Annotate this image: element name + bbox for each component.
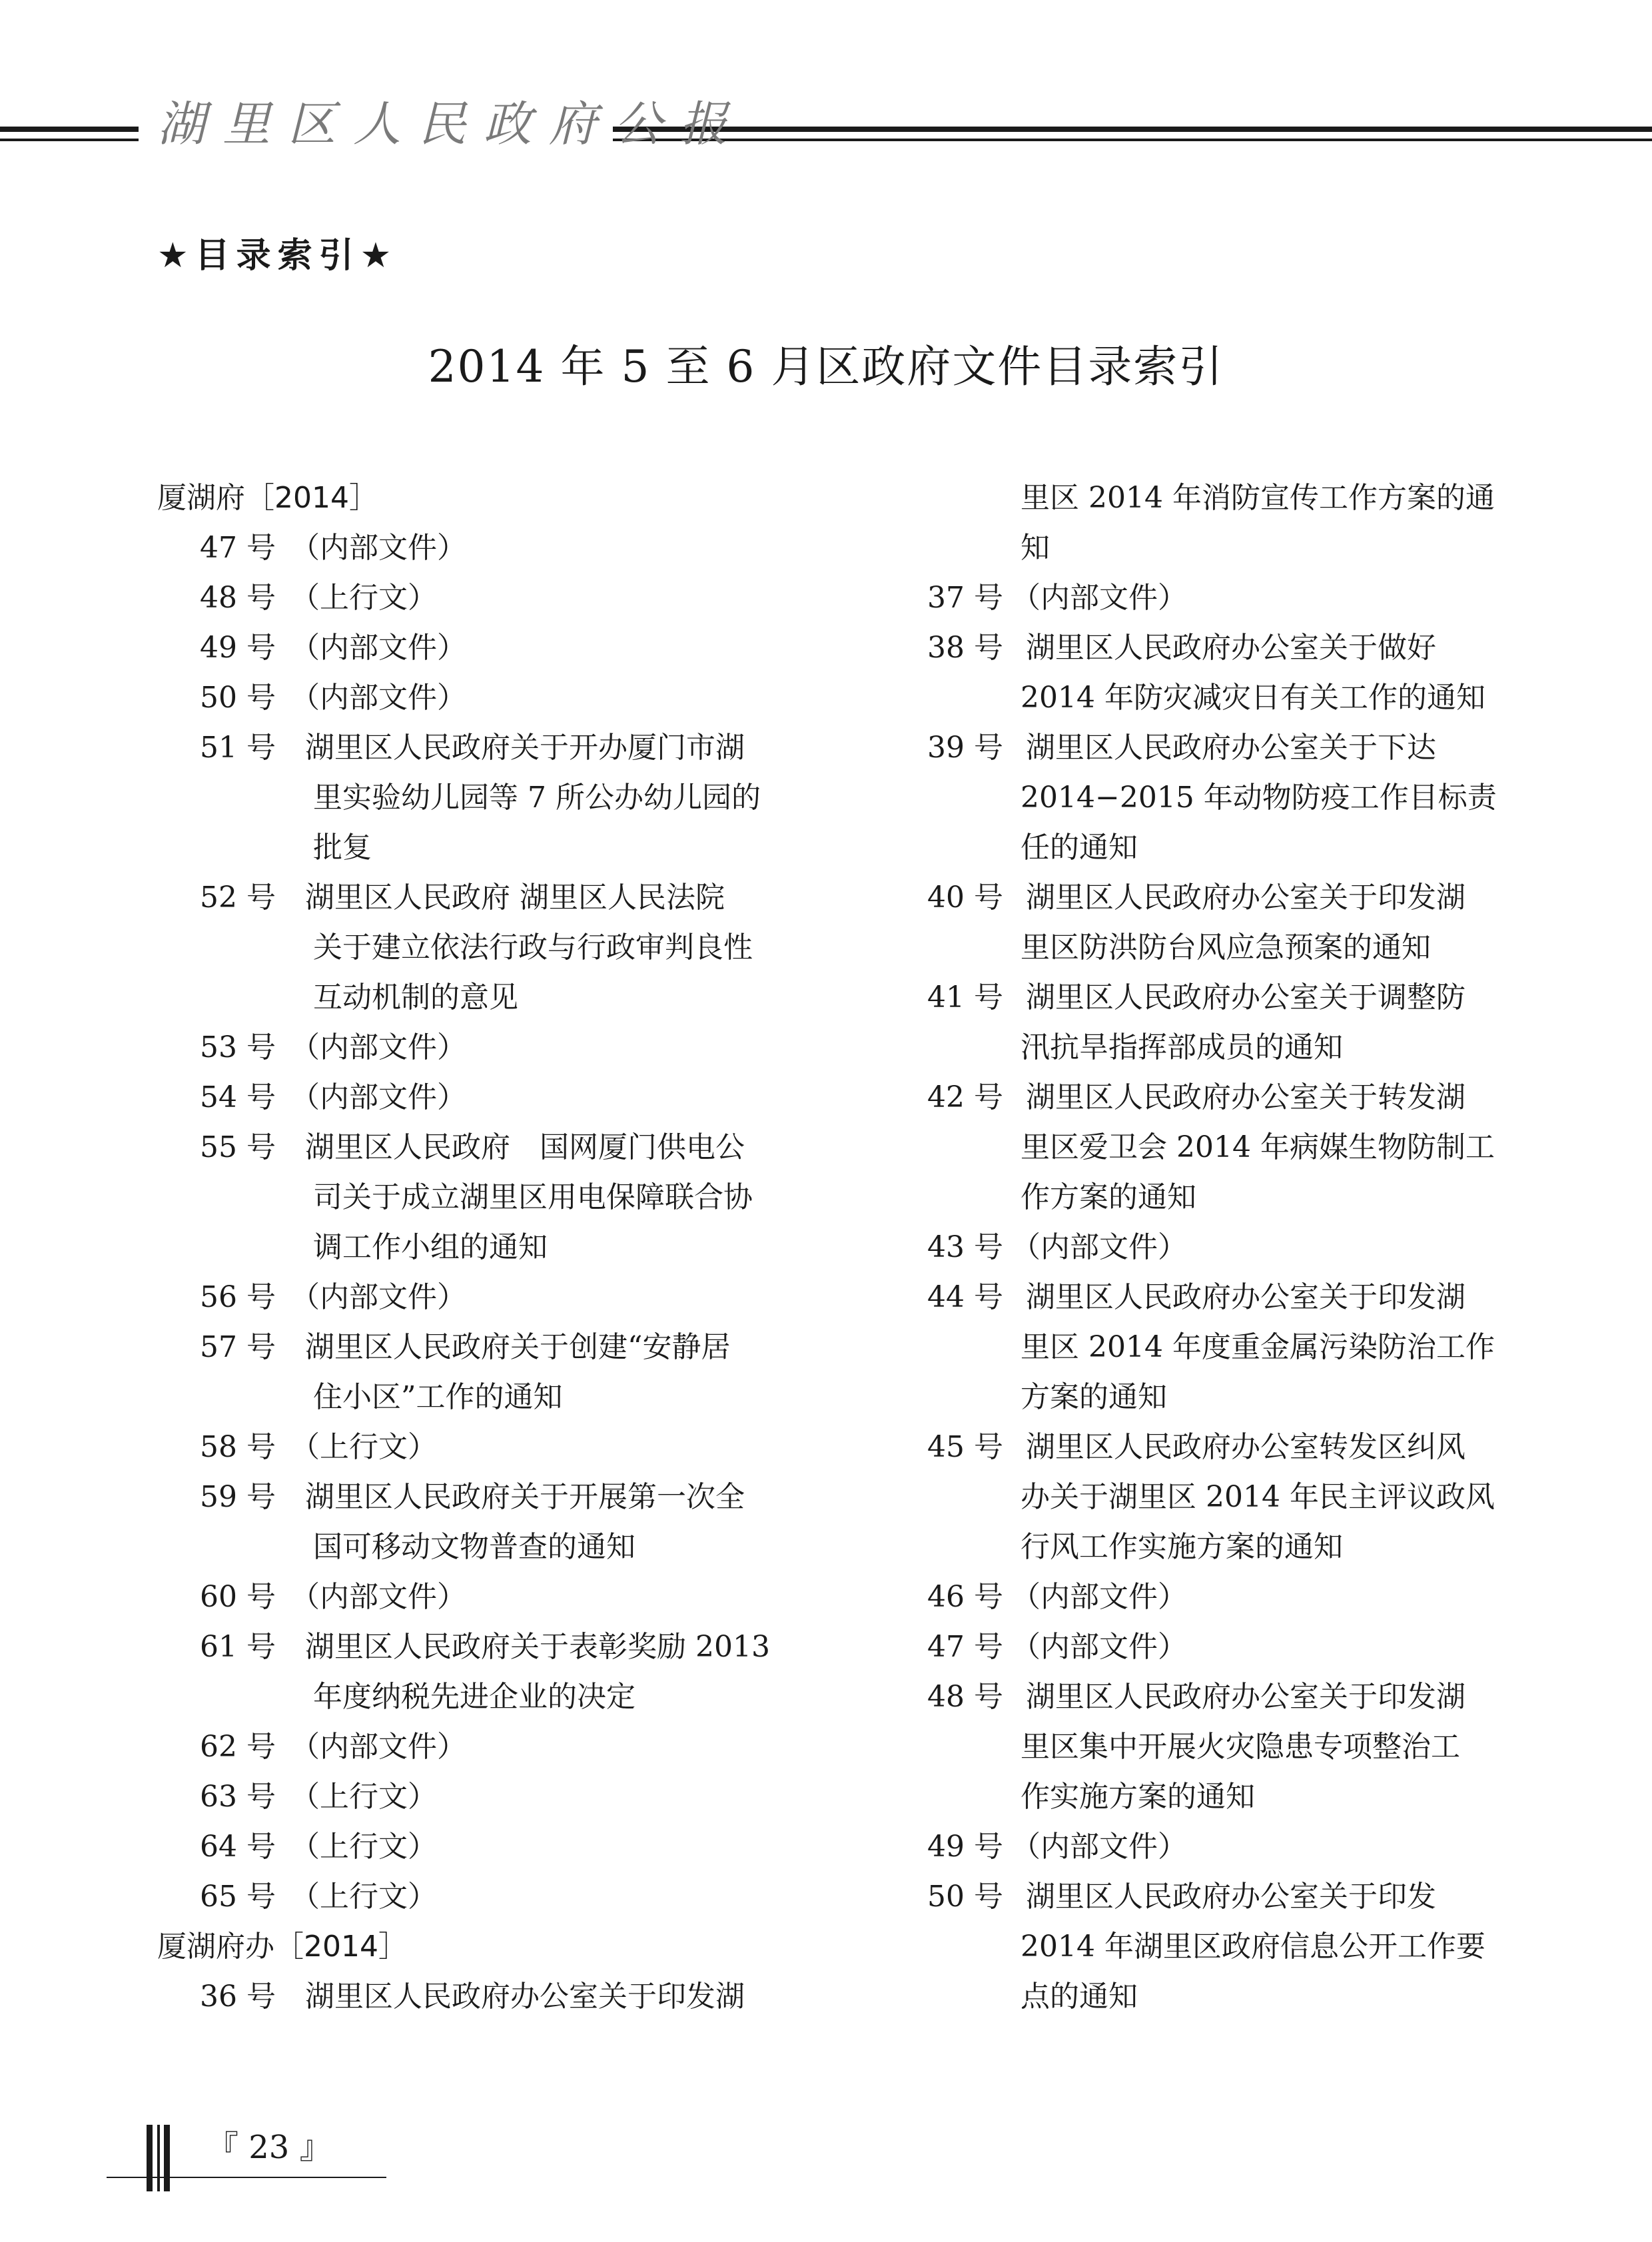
doc-number: 40 号 xyxy=(927,881,1003,915)
doc-number: 49 号 xyxy=(927,1830,1003,1864)
doc-title-line: 作实施方案的通知 xyxy=(1021,1780,1255,1814)
list-item xyxy=(157,1872,797,1922)
doc-number: 56 号 xyxy=(200,1280,276,1314)
doc-title-line: 2014−2015 年动物防疫工作目标责 xyxy=(1021,781,1497,815)
doc-title-line: 里区 2014 年度重金属污染防治工作 xyxy=(1021,1330,1495,1364)
doc-title-line: 国可移动文物普查的通知 xyxy=(313,1530,635,1564)
doc-number: 38 号 xyxy=(927,631,1003,665)
doc-number: 62 号 xyxy=(200,1730,276,1764)
doc-title: 湖里区人民政府办公室关于印发 xyxy=(1026,1880,1436,1914)
doc-number: 52 号 xyxy=(200,881,276,915)
doc-number: 47 号 xyxy=(200,531,276,565)
doc-title-line: 方案的通知 xyxy=(1021,1380,1167,1414)
doc-title: （内部文件） xyxy=(1011,1830,1187,1864)
doc-title: 湖里区人民政府办公室关于印发湖 xyxy=(305,1980,745,2014)
doc-title: （内部文件） xyxy=(290,1730,466,1764)
list-item xyxy=(927,1222,1567,1272)
doc-title-line: 2014 年湖里区政府信息公开工作要 xyxy=(1021,1930,1485,1964)
list-item xyxy=(927,873,1567,923)
doc-title: 湖里区人民政府关于开展第一次全 xyxy=(305,1480,745,1514)
doc-title-line: 办关于湖里区 2014 年民主评议政风 xyxy=(1021,1480,1495,1514)
list-item xyxy=(157,1472,797,1522)
doc-title: 湖里区人民政府办公室转发区纠风 xyxy=(1026,1430,1465,1464)
doc-number: 36 号 xyxy=(200,1980,276,2014)
list-item xyxy=(157,1422,797,1472)
doc-title-line: 里区防洪防台风应急预案的通知 xyxy=(1021,931,1431,964)
list-item xyxy=(927,1272,1567,1322)
doc-title: （上行文） xyxy=(290,1780,437,1814)
list-item xyxy=(157,1022,797,1072)
list-item xyxy=(157,1572,797,1622)
doc-number: 53 号 xyxy=(200,1030,276,1064)
doc-number: 59 号 xyxy=(200,1480,276,1514)
doc-number: 60 号 xyxy=(200,1580,276,1614)
doc-number: 54 号 xyxy=(200,1080,276,1114)
doc-number: 37 号 xyxy=(927,581,1003,615)
doc-number: 42 号 xyxy=(927,1080,1003,1114)
list-item xyxy=(157,1622,797,1672)
doc-title: 湖里区人民政府办公室关于转发湖 xyxy=(1026,1080,1465,1114)
doc-title-line: 作方案的通知 xyxy=(1021,1180,1196,1214)
list-item xyxy=(927,573,1567,623)
doc-title-line: 住小区”工作的通知 xyxy=(313,1380,563,1414)
list-item xyxy=(157,1972,797,2022)
doc-title: （内部文件） xyxy=(1011,581,1187,615)
doc-number: 48 号 xyxy=(927,1680,1003,1714)
list-item xyxy=(927,623,1567,673)
list-item xyxy=(157,1772,797,1822)
continued-title-line: 里区 2014 年消防宣传工作方案的通 xyxy=(1021,481,1495,515)
list-item xyxy=(157,573,797,623)
doc-title-line: 年度纳税先进企业的决定 xyxy=(313,1680,635,1714)
header-rule-left xyxy=(0,127,139,141)
doc-title: （内部文件） xyxy=(290,1580,466,1614)
doc-title: （上行文） xyxy=(290,1880,437,1914)
list-item xyxy=(157,1272,797,1322)
doc-title: （内部文件） xyxy=(1011,1630,1187,1664)
doc-title: （内部文件） xyxy=(290,1080,466,1114)
doc-number: 61 号 xyxy=(200,1630,276,1664)
doc-title: （内部文件） xyxy=(290,1030,466,1064)
doc-title: （内部文件） xyxy=(1011,1580,1187,1614)
header-rule-right xyxy=(613,127,1652,141)
doc-title: 湖里区人民政府 湖里区人民法院 xyxy=(305,881,725,915)
continued-title-line: 知 xyxy=(1021,531,1050,565)
doc-title: 湖里区人民政府关于开办厦门市湖 xyxy=(305,731,745,765)
doc-title: （内部文件） xyxy=(290,531,466,565)
list-item xyxy=(927,1872,1567,1922)
doc-title: （内部文件） xyxy=(290,631,466,665)
page-number: 『 23 』 xyxy=(206,2129,332,2166)
doc-title-line: 司关于成立湖里区用电保障联合协 xyxy=(313,1180,753,1214)
list-item xyxy=(927,972,1567,1022)
doc-number: 48 号 xyxy=(200,581,276,615)
doc-title-line: 2014 年防灾减灾日有关工作的通知 xyxy=(1021,681,1485,715)
list-item xyxy=(157,1722,797,1772)
doc-number: 51 号 xyxy=(200,731,276,765)
footer-rule xyxy=(107,2177,386,2178)
doc-title: 湖里区人民政府办公室关于下达 xyxy=(1026,731,1436,765)
list-item xyxy=(157,1822,797,1872)
list-item xyxy=(927,1622,1567,1672)
entry-list xyxy=(927,573,1567,2022)
list-item xyxy=(927,1822,1567,1872)
masthead: 湖里区人民政府公报 xyxy=(157,96,745,152)
doc-number: 44 号 xyxy=(927,1280,1003,1314)
doc-title-line: 行风工作实施方案的通知 xyxy=(1021,1530,1343,1564)
doc-title: （内部文件） xyxy=(290,681,466,715)
list-item xyxy=(157,673,797,723)
section-label: ★目录索引★ xyxy=(157,236,398,276)
doc-number: 64 号 xyxy=(200,1830,276,1864)
doc-title-line: 互动机制的意见 xyxy=(313,980,518,1014)
list-item xyxy=(157,623,797,673)
doc-title: （上行文） xyxy=(290,1430,437,1464)
doc-title: 湖里区人民政府办公室关于印发湖 xyxy=(1026,881,1465,915)
doc-title-line: 里区集中开展火灾隐患专项整治工 xyxy=(1021,1730,1460,1764)
doc-number: 45 号 xyxy=(927,1430,1003,1464)
doc-title: （上行文） xyxy=(290,581,437,615)
doc-number: 63 号 xyxy=(200,1780,276,1814)
list-item xyxy=(157,723,797,773)
list-item xyxy=(927,1572,1567,1622)
doc-title: （上行文） xyxy=(290,1830,437,1864)
doc-number: 41 号 xyxy=(927,980,1003,1014)
doc-title-line: 点的通知 xyxy=(1021,1980,1138,2014)
doc-title-line: 关于建立依法行政与行政审判良性 xyxy=(313,931,753,964)
list-item xyxy=(927,723,1567,773)
doc-number: 55 号 xyxy=(200,1130,276,1164)
doc-title-line: 任的通知 xyxy=(1021,831,1138,865)
doc-title: （内部文件） xyxy=(290,1280,466,1314)
doc-title: 湖里区人民政府 国网厦门供电公 xyxy=(305,1130,745,1164)
doc-title-line: 调工作小组的通知 xyxy=(313,1230,548,1264)
page-title: 2014 年 5 至 6 月区政府文件目录索引 xyxy=(428,341,1224,392)
doc-title: 湖里区人民政府关于创建“安静居 xyxy=(305,1330,731,1364)
list-item xyxy=(927,1422,1567,1472)
doc-title: 湖里区人民政府办公室关于印发湖 xyxy=(1026,1280,1465,1314)
doc-title-line: 里区爱卫会 2014 年病媒生物防制工 xyxy=(1021,1130,1495,1164)
doc-title: 湖里区人民政府办公室关于调整防 xyxy=(1026,980,1465,1014)
doc-number: 58 号 xyxy=(200,1430,276,1464)
doc-number: 49 号 xyxy=(200,631,276,665)
doc-title: 湖里区人民政府办公室关于印发湖 xyxy=(1026,1680,1465,1714)
doc-number: 47 号 xyxy=(927,1630,1003,1664)
doc-title-line: 汛抗旱指挥部成员的通知 xyxy=(1021,1030,1343,1064)
list-item xyxy=(157,1122,797,1172)
list-item xyxy=(157,1072,797,1122)
list-item xyxy=(157,523,797,573)
list-item xyxy=(927,1672,1567,1722)
doc-number: 46 号 xyxy=(927,1580,1003,1614)
doc-title-line: 里实验幼儿园等 7 所公办幼儿园的 xyxy=(313,781,761,815)
entry-list xyxy=(157,523,797,1922)
doc-number: 50 号 xyxy=(200,681,276,715)
doc-title: 湖里区人民政府办公室关于做好 xyxy=(1026,631,1436,665)
right-column xyxy=(927,473,1567,2022)
doc-number: 39 号 xyxy=(927,731,1003,765)
list-item xyxy=(157,873,797,923)
group-header: 厦湖府办［2014］ xyxy=(157,1930,408,1964)
list-item xyxy=(927,1072,1567,1122)
doc-title-line: 批复 xyxy=(313,831,372,865)
doc-number: 50 号 xyxy=(927,1880,1003,1914)
doc-title: （内部文件） xyxy=(1011,1230,1187,1264)
list-item xyxy=(157,1322,797,1372)
doc-number: 65 号 xyxy=(200,1880,276,1914)
group-header: 厦湖府［2014］ xyxy=(157,481,378,515)
doc-number: 43 号 xyxy=(927,1230,1003,1264)
doc-title: 湖里区人民政府关于表彰奖励 2013 xyxy=(305,1630,770,1664)
doc-number: 57 号 xyxy=(200,1330,276,1364)
left-column xyxy=(157,473,797,2022)
